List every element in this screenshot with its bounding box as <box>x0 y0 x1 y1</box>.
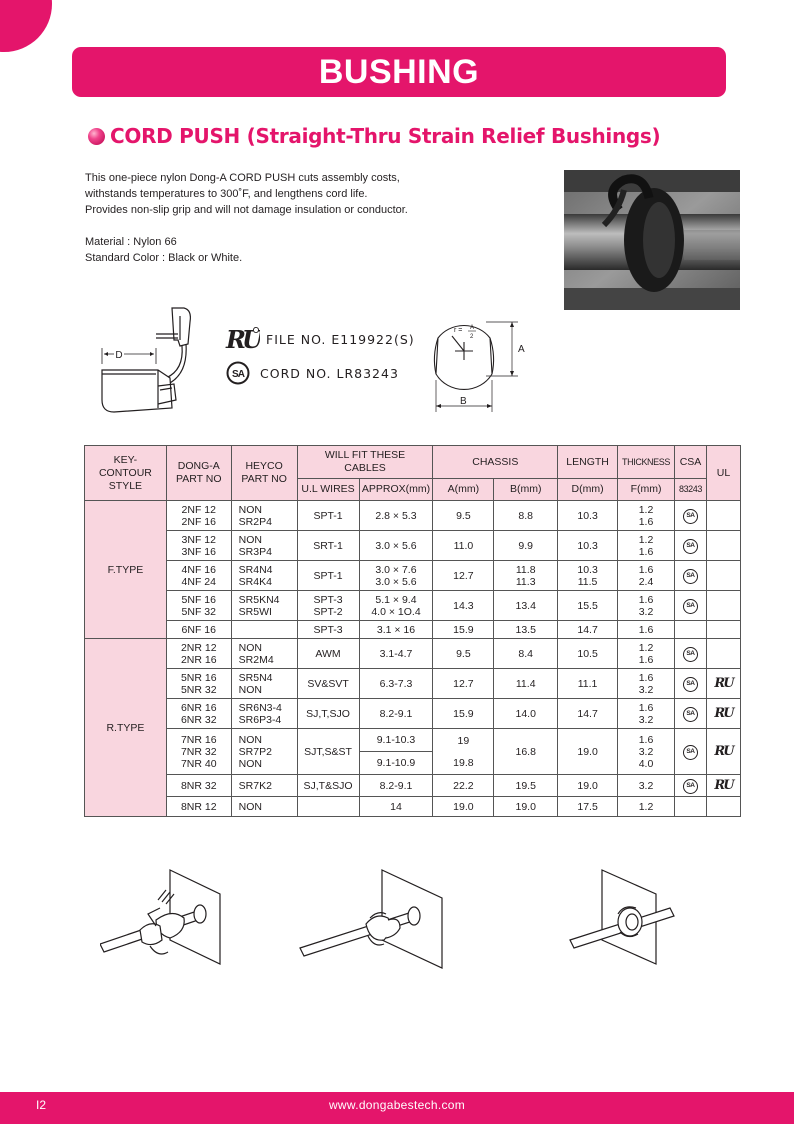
ul-wires: SPT-2 <box>313 605 343 618</box>
header-f-mm: F(mm) <box>618 479 675 501</box>
heyco-part: SR4K4 <box>238 575 272 588</box>
thickness-f: 4.0 <box>638 757 654 770</box>
chassis-a: 9.5 <box>433 501 494 531</box>
header-thickness: THICKNESS <box>618 446 675 479</box>
website-url[interactable]: www.dongabestech.com <box>328 1098 466 1112</box>
radius-frac-top: A <box>470 325 475 331</box>
chassis-b: 11.4 <box>494 669 558 699</box>
csa-mark-icon: SA <box>683 745 698 760</box>
length-d: 14.7 <box>558 699 618 729</box>
length-d: 10.3 <box>558 501 618 531</box>
approx-size: 6.3-7.3 <box>359 669 433 699</box>
length-d: 10.5 <box>558 639 618 669</box>
donga-part: 4NF 24 <box>181 575 216 588</box>
approx-size: 3.0 × 5.6 <box>359 531 433 561</box>
table-row <box>85 775 741 797</box>
csa-mark-icon: SA <box>683 539 698 554</box>
thickness-f: 1.6 <box>638 545 654 558</box>
header-b-mm: B(mm) <box>494 479 558 501</box>
certifications <box>224 322 415 390</box>
ul-logo-icon <box>224 326 260 352</box>
group-f-type: F.TYPE <box>85 501 167 639</box>
ul-wires: SPT-3 <box>297 621 359 639</box>
table-row <box>85 621 741 639</box>
header-ul-wires: U.L WIRES <box>297 479 359 501</box>
approx-size: 3.0 × 5.6 <box>375 575 417 588</box>
heyco-part: SR6P3-4 <box>238 713 282 726</box>
ul-mark-icon: RU <box>714 777 733 793</box>
csa-logo-icon <box>224 360 254 386</box>
chassis-a: 15.9 <box>433 621 494 639</box>
heyco-part: SR3P4 <box>238 545 272 558</box>
desc-line: Provides non-slip grip and will not damage insulation or conductor. <box>85 204 408 216</box>
header-will-fit: WILL FIT THESE CABLES <box>297 446 433 479</box>
thickness-f: 3.2 <box>638 683 654 696</box>
chassis-b: 9.9 <box>494 531 558 561</box>
chassis-b: 14.0 <box>494 699 558 729</box>
chassis-b: 13.4 <box>494 591 558 621</box>
thickness-f: 1.6 <box>618 621 675 639</box>
ul-wires: SJT,S&ST <box>297 729 359 775</box>
header-key-contour: KEY- CONTOUR STYLE <box>85 446 167 501</box>
donga-part: 4NF 16 <box>181 563 216 576</box>
page-title: BUSHING <box>318 52 480 91</box>
heyco-part: NON <box>238 733 263 746</box>
length-d: 11.5 <box>577 575 598 588</box>
thickness-f: 1.2 <box>638 503 654 516</box>
heyco-part: NON <box>231 797 297 817</box>
thickness-f: 1.2 <box>638 533 654 546</box>
chassis-b: 19.0 <box>494 797 558 817</box>
heyco-part: SR5N4 <box>238 671 273 684</box>
chassis-b: 8.8 <box>494 501 558 531</box>
approx-size: 14 <box>359 797 433 817</box>
chassis-a: 22.2 <box>433 775 494 797</box>
heyco-part: SR4N4 <box>238 563 273 576</box>
section-heading <box>88 124 660 148</box>
csa-mark-icon: SA <box>683 677 698 692</box>
heyco-part: SR2M4 <box>238 653 274 666</box>
ul-mark-icon: RU <box>714 743 733 759</box>
thickness-f: 3.2 <box>638 713 654 726</box>
radius-label: r = <box>454 327 463 334</box>
thickness-f: 1.6 <box>638 653 654 666</box>
heyco-part: SR2P4 <box>238 515 272 528</box>
material-text: Material : Nylon 66 <box>85 236 177 248</box>
donga-part: 5NF 32 <box>181 605 216 618</box>
ul-wires: SJ,T&SJO <box>297 775 359 797</box>
thickness-f: 3.2 <box>638 745 654 758</box>
header-donga-part: DONG-A PART NO <box>166 446 231 501</box>
thickness-f: 1.6 <box>638 733 654 746</box>
approx-size: 9.1-10.9 <box>376 757 416 769</box>
csa-mark-icon: SA <box>683 599 698 614</box>
csa-mark-icon: SA <box>683 509 698 524</box>
length-d: 19.0 <box>558 729 618 775</box>
approx-size: 3.1 × 16 <box>359 621 433 639</box>
length-d: 15.5 <box>558 591 618 621</box>
thickness-f: 3.2 <box>618 775 675 797</box>
donga-part: 5NF 16 <box>181 593 216 606</box>
thickness-f: 1.6 <box>638 563 654 576</box>
donga-part: 8NR 32 <box>166 775 231 797</box>
bullet-icon <box>88 128 105 145</box>
table-row <box>85 699 741 729</box>
approx-size: 4.0 × 1O.4 <box>371 605 421 618</box>
svg-text:SA: SA <box>232 369 244 380</box>
donga-part: 3NF 16 <box>181 545 216 558</box>
heyco-part: NON <box>238 757 263 770</box>
length-d: 17.5 <box>558 797 618 817</box>
chassis-a: 12.7 <box>433 561 494 591</box>
heyco-part: NON <box>238 641 263 654</box>
bushing-side-drawing <box>94 300 204 420</box>
installation-figure-1 <box>100 860 240 980</box>
donga-part: 6NR 16 <box>180 701 217 714</box>
thickness-f: 1.6 <box>638 593 654 606</box>
donga-part: 8NR 12 <box>166 797 231 817</box>
approx-size: 2.8 × 5.3 <box>359 501 433 531</box>
header-ul: UL <box>706 446 740 501</box>
length-d: 14.7 <box>558 621 618 639</box>
length-d: 10.3 <box>577 563 598 576</box>
chassis-hole-drawing <box>426 318 536 418</box>
table-row <box>85 729 741 775</box>
ul-mark-icon: RU <box>714 675 733 691</box>
header-a-mm: A(mm) <box>433 479 494 501</box>
chassis-a: 19.0 <box>433 797 494 817</box>
chassis-b: 11.8 <box>515 563 536 576</box>
corner-decoration <box>0 0 52 52</box>
table-row <box>85 797 741 817</box>
donga-part: 6NR 32 <box>180 713 217 726</box>
ul-wires: SRT-1 <box>297 531 359 561</box>
heyco-part: NON <box>238 503 263 516</box>
chassis-a: 9.5 <box>433 639 494 669</box>
standard-color-text: Standard Color : Black or White. <box>85 252 243 264</box>
page-number: I2 <box>36 1098 47 1112</box>
heyco-part <box>231 621 297 639</box>
header-chassis: CHASSIS <box>433 446 558 479</box>
chassis-b: 11.3 <box>515 575 536 588</box>
header-length: LENGTH <box>558 446 618 479</box>
svg-text:RU: RU <box>226 326 259 352</box>
product-photo <box>564 170 740 310</box>
chassis-a: 12.7 <box>433 669 494 699</box>
csa-mark-icon: SA <box>683 569 698 584</box>
table-row <box>85 561 741 591</box>
b-dimension-label: B <box>460 396 467 407</box>
table-row <box>85 639 741 669</box>
heyco-part: NON <box>238 533 263 546</box>
spec-table <box>84 445 741 817</box>
csa-certification <box>224 356 415 390</box>
header-heyco-part: HEYCO PART NO <box>231 446 297 501</box>
approx-size: 8.2-9.1 <box>359 775 433 797</box>
chassis-a: 14.3 <box>433 591 494 621</box>
ul-wires <box>297 797 359 817</box>
donga-part: 3NF 12 <box>181 533 216 546</box>
chassis-b: 19.5 <box>494 775 558 797</box>
donga-part: 7NR 32 <box>180 745 217 758</box>
donga-part: 7NR 40 <box>180 757 217 770</box>
thickness-f: 3.2 <box>638 605 654 618</box>
chassis-b: 8.4 <box>494 639 558 669</box>
donga-part: 2NF 16 <box>181 515 216 528</box>
donga-part: 5NR 16 <box>180 671 217 684</box>
thickness-f: 1.2 <box>638 641 654 654</box>
length-d: 10.3 <box>558 531 618 561</box>
radius-frac-bottom: 2 <box>470 334 474 340</box>
csa-mark-icon: SA <box>683 707 698 722</box>
group-r-type: R.TYPE <box>85 639 167 817</box>
ul-file-number: FILE NO. E119922(S) <box>266 331 415 347</box>
ul-wires: SPT-1 <box>297 561 359 591</box>
thickness-f: 1.6 <box>638 701 654 714</box>
heyco-part: SR7K2 <box>231 775 297 797</box>
approx-size: 9.1-10.3 <box>360 729 433 752</box>
desc-line: withstands temperatures to 300˚F, and lengthens cord life. <box>85 188 368 200</box>
ul-wires: AWM <box>297 639 359 669</box>
donga-part: 2NR 12 <box>180 641 217 654</box>
ul-wires: SV&SVT <box>297 669 359 699</box>
thickness-f: 1.2 <box>618 797 675 817</box>
chassis-b: 16.8 <box>494 729 558 775</box>
csa-mark-icon: SA <box>683 779 698 794</box>
chassis-b: 13.5 <box>494 621 558 639</box>
thickness-f: 1.6 <box>638 515 654 528</box>
chassis-a: 19 <box>457 734 470 747</box>
description <box>85 170 445 266</box>
heyco-part: NON <box>238 683 263 696</box>
table-row <box>85 669 741 699</box>
ul-mark-icon: RU <box>714 705 733 721</box>
table-row <box>85 591 741 621</box>
table-row <box>85 531 741 561</box>
heyco-part: SR6N3-4 <box>238 701 282 714</box>
csa-cord-number: CORD NO. LR83243 <box>260 365 399 381</box>
footer-bar <box>0 1092 794 1124</box>
donga-part: 5NR 32 <box>180 683 217 696</box>
section-title: CORD PUSH (Straight-Thru Strain Relief Bushings) <box>110 124 661 148</box>
ul-wires: SPT-3 <box>313 593 343 606</box>
chassis-a: 11.0 <box>433 531 494 561</box>
donga-part: 2NF 12 <box>181 503 216 516</box>
header-d-mm: D(mm) <box>558 479 618 501</box>
heyco-part: SR7P2 <box>238 745 272 758</box>
header-approx: APPROX(mm) <box>359 479 433 501</box>
desc-line: This one-piece nylon Dong-A CORD PUSH cuts assembly costs, <box>85 172 400 184</box>
chassis-a: 19.8 <box>453 756 474 769</box>
thickness-f: 1.6 <box>638 671 654 684</box>
heyco-part: SR5KN4 <box>238 593 280 606</box>
donga-part: 6NF 16 <box>166 621 231 639</box>
ul-wires: SPT-1 <box>297 501 359 531</box>
chassis-a: 15.9 <box>433 699 494 729</box>
title-banner <box>72 47 726 97</box>
approx-size: 3.1-4.7 <box>359 639 433 669</box>
donga-part: 7NR 16 <box>180 733 217 746</box>
installation-figure-2 <box>296 860 456 980</box>
approx-size: 3.0 × 7.6 <box>375 563 417 576</box>
a-dimension-label: A <box>518 344 525 355</box>
donga-part: 2NR 16 <box>180 653 217 666</box>
heyco-part: SR5WI <box>238 605 272 618</box>
approx-size: 8.2-9.1 <box>359 699 433 729</box>
length-d: 11.1 <box>558 669 618 699</box>
d-dimension-label: D <box>115 350 123 361</box>
csa-mark-icon: SA <box>683 647 698 662</box>
header-csa-number: 83243 <box>675 479 707 501</box>
table-row <box>85 501 741 531</box>
ul-wires: SJ,T,SJO <box>297 699 359 729</box>
ul-certification <box>224 322 415 356</box>
header-csa: CSA <box>675 446 707 479</box>
installation-figure-3 <box>520 860 680 980</box>
approx-size: 5.1 × 9.4 <box>375 593 417 606</box>
thickness-f: 2.4 <box>638 575 654 588</box>
length-d: 19.0 <box>558 775 618 797</box>
